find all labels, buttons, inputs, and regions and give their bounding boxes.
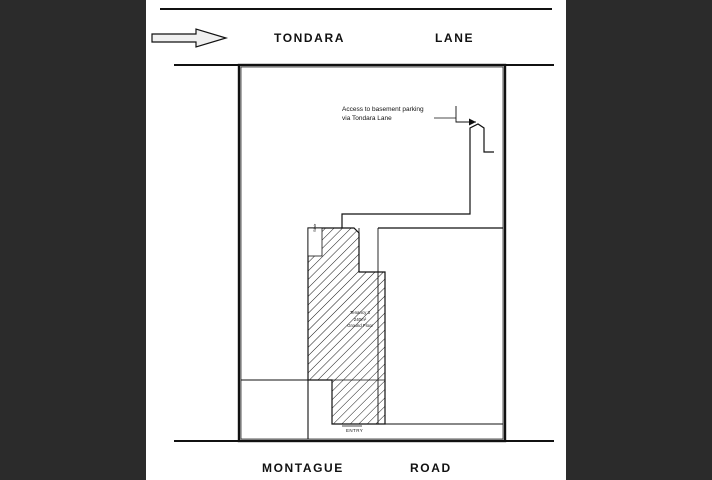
tenancy-area: 240m² <box>353 316 367 322</box>
street-label-montague: MONTAGUE <box>262 461 344 475</box>
entry-label: ENTRY <box>346 428 364 433</box>
basement-access-note <box>342 106 424 124</box>
tenancy-sublabel: Ground Floor <box>347 323 373 329</box>
stair-label: Stair <box>312 223 317 232</box>
street-label-tondara: TONDARA <box>274 31 345 45</box>
plan-geometry <box>146 0 566 480</box>
tenancy-label-group <box>330 310 390 330</box>
tenancy-label: Tenancy 3 <box>349 310 370 315</box>
street-label-road: ROAD <box>410 461 452 475</box>
basement-access-note-line2: via Tondara Lane <box>342 114 392 122</box>
site-plan-sheet <box>146 0 566 480</box>
street-label-lane: LANE <box>435 31 475 45</box>
basement-access-note-line1: Access to basement parking <box>342 106 424 113</box>
